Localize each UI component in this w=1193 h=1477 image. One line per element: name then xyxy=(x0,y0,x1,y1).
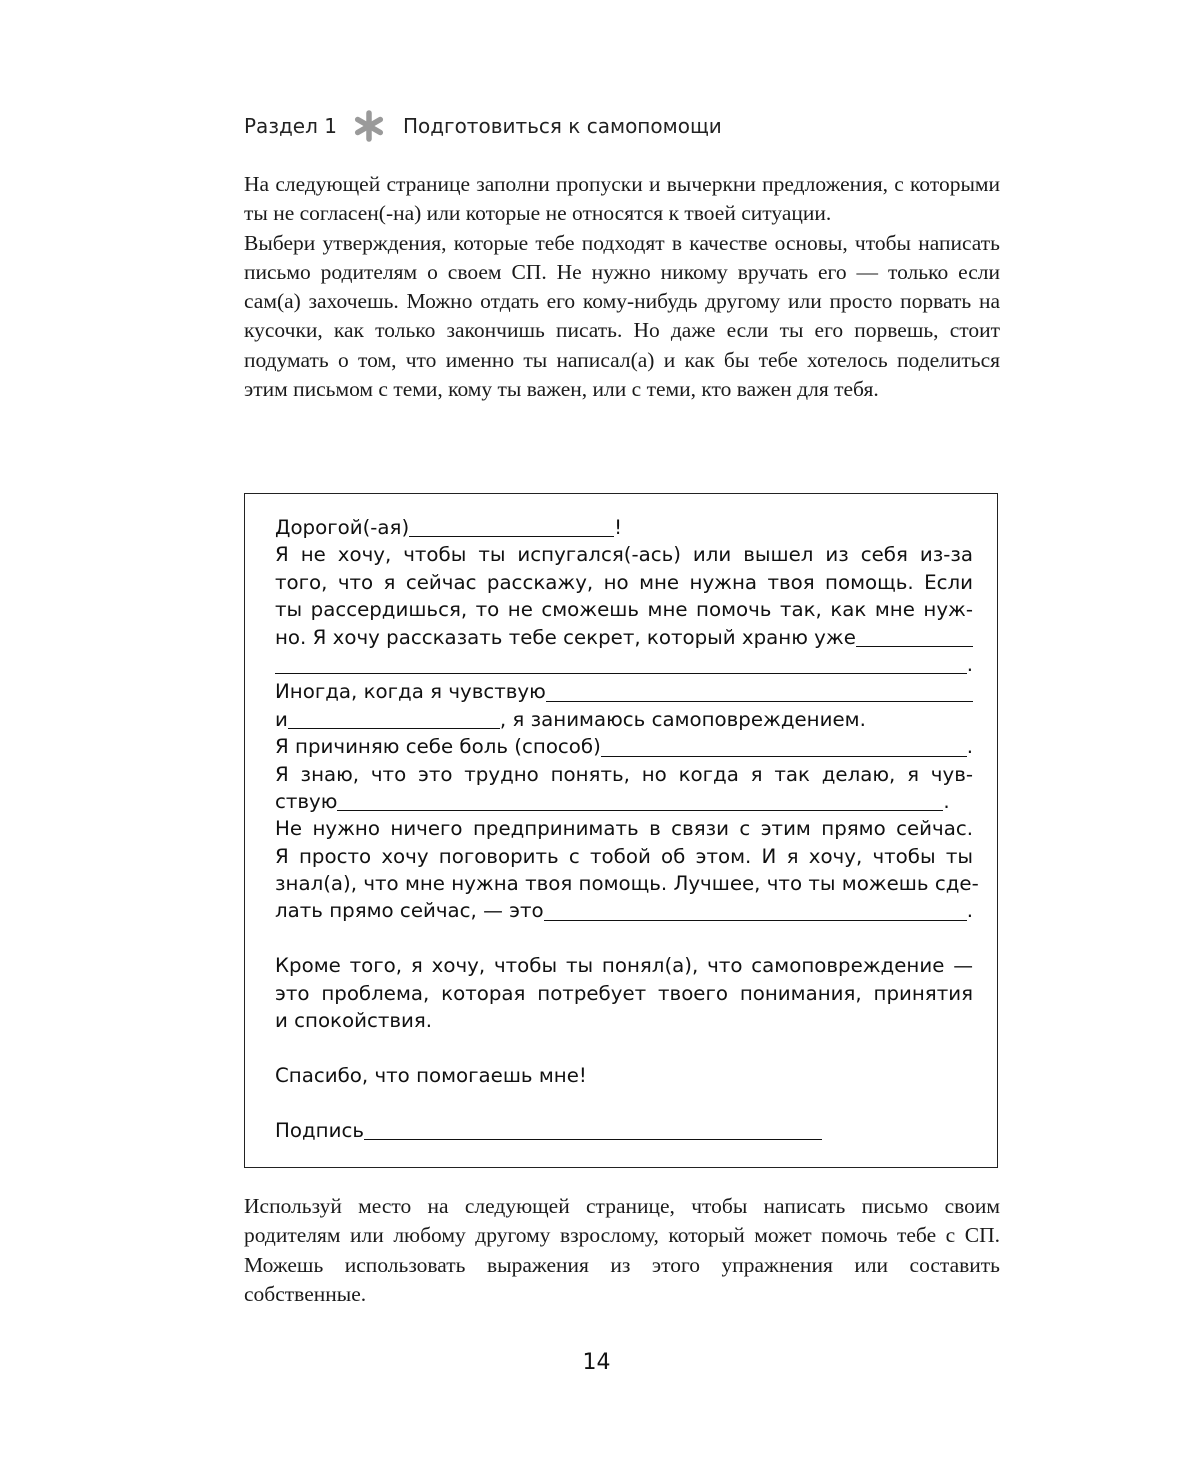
thanks-line: Спасибо, что помогаешь мне! xyxy=(275,1063,587,1087)
letter-line: того, что я сейчас расскажу, но мне нужна твоя помощь. Если xyxy=(275,570,973,594)
section-label: Раздел 1 xyxy=(244,114,337,138)
letter-text: . xyxy=(966,735,973,759)
letter-line xyxy=(275,733,973,760)
letter-line: это проблема, которая потребует твоего понимания, принятия xyxy=(275,981,973,1005)
letter-text: Дорогой(-ая) xyxy=(275,515,410,539)
best-action-blank[interactable] xyxy=(544,901,967,921)
letter-text: Я причиняю себе боль (способ) xyxy=(275,735,601,759)
letter-line: Я просто хочу поговорить с тобой об этом. И я хочу, чтобы ты xyxy=(275,844,973,868)
signature-line xyxy=(275,1117,973,1144)
letter-text: . xyxy=(966,899,973,923)
secret-duration-blank-continued[interactable] xyxy=(275,654,967,674)
method-blank[interactable] xyxy=(601,737,967,757)
spacer xyxy=(275,925,973,952)
letter-line: Не нужно ничего предпринимать в связи с этим прямо сейчас. xyxy=(275,817,973,841)
recipient-blank[interactable] xyxy=(409,517,614,537)
letter-line: знал(а), что мне нужна твоя помощь. Лучшее, что ты можешь сде- xyxy=(275,872,979,896)
intro-paragraph: На следующей странице заполни пропуски и вычеркни предложения, с которыми ты не согласен(-на) или которые не относятся к твоей ситуации. xyxy=(244,172,1000,226)
letter-line: Я не хочу, чтобы ты испугался(-ась) или вышел из себя из-за xyxy=(275,543,973,567)
letter-line: и спокойствия. xyxy=(275,1009,433,1033)
letter-line: Я знаю, что это трудно понять, но когда я так делаю, я чув- xyxy=(275,762,973,786)
signature-label: Подпись xyxy=(275,1118,364,1142)
letter-line: ты рассердишься, то не сможешь мне помочь так, как мне нуж- xyxy=(275,598,973,622)
letter-text: , я занимаюсь самоповреждением. xyxy=(499,707,866,731)
feeling-result-blank[interactable] xyxy=(337,791,943,811)
signature-blank[interactable] xyxy=(364,1120,822,1140)
letter-line xyxy=(275,514,973,541)
letter-text: ствую xyxy=(275,789,338,813)
letter-template xyxy=(275,514,979,1144)
intro-paragraph: Выбери утверждения, которые тебе подходят в качестве основы, чтобы написать письмо родителям о своем СП. Не нужно никому вручать его — только если сам(а) захочешь. Можно отдать его кому-нибудь другому или просто порвать на кусочки, как только закончишь писать. Но даже если ты его порвешь, стоит подумать о том, что именно ты написал(а) и как бы тебе хотелось поделиться этим письмом с теми, кому ты важен, или с теми, кто важен для тебя. xyxy=(244,230,1000,402)
letter-line xyxy=(275,678,973,705)
intro-text xyxy=(244,170,1000,404)
outro-paragraph: Используй место на следующей странице, чтобы написать письмо своим родителям или любому другому взрослому, который может помочь тебе с СП. Можешь использовать выражения из этого упражнения или составить собственные. xyxy=(244,1194,1000,1306)
letter-text: но. Я хочу рассказать тебе секрет, который храню уже xyxy=(275,625,856,649)
letter-text: лать прямо сейчас, — это xyxy=(275,899,544,923)
page-number: 14 xyxy=(582,1350,611,1375)
letter-text: и xyxy=(275,707,288,731)
letter-text: ! xyxy=(614,515,623,539)
asterisk-icon xyxy=(353,110,385,142)
chapter-title: Подготовиться к самопомощи xyxy=(402,114,722,138)
letter-template-box xyxy=(244,493,998,1168)
outro-text xyxy=(244,1192,1000,1309)
letter-line xyxy=(275,651,973,678)
letter-text: . xyxy=(966,652,973,676)
letter-text: . xyxy=(943,789,950,813)
running-header xyxy=(244,110,722,142)
letter-line xyxy=(275,624,973,651)
letter-text: Иногда, когда я чувствую xyxy=(275,680,546,704)
second-feeling-blank[interactable] xyxy=(288,709,500,729)
letter-line xyxy=(275,897,973,924)
spacer xyxy=(275,1089,973,1116)
letter-line: Кроме того, я хочу, чтобы ты понял(а), что самоповреждение — xyxy=(275,954,973,978)
feeling-blank[interactable] xyxy=(546,682,973,702)
spacer xyxy=(275,1034,973,1061)
letter-line xyxy=(275,706,973,733)
secret-duration-blank[interactable] xyxy=(856,627,973,647)
letter-line xyxy=(275,788,973,815)
